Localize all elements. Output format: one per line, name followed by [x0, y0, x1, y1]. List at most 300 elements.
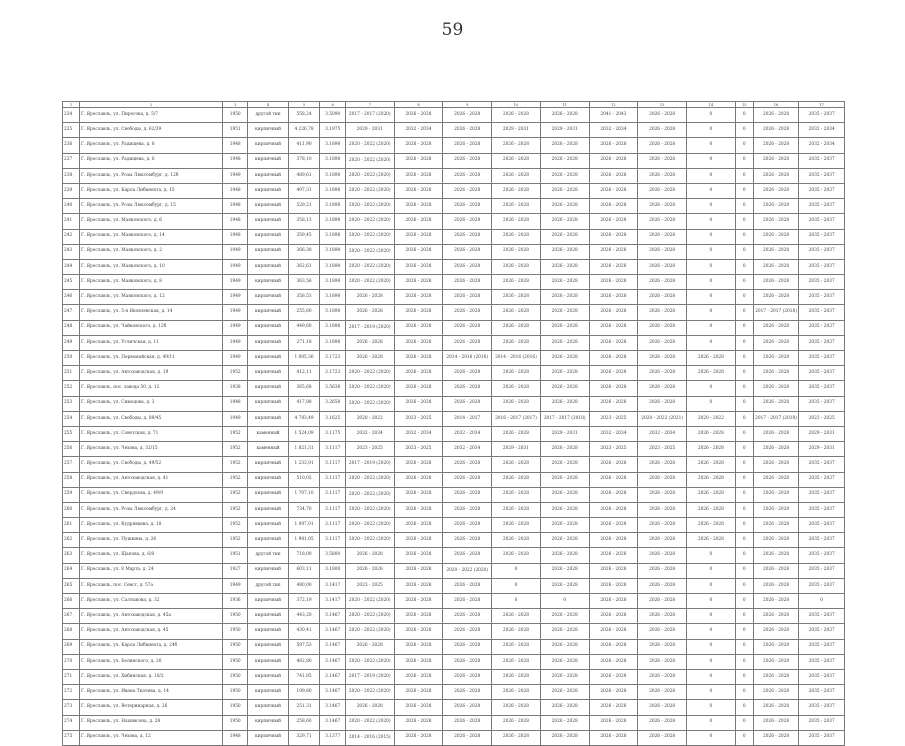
table-cell: 2026 - 2028 [443, 305, 492, 320]
table-cell: 2020 - 2022 (2020) [345, 199, 394, 214]
table-cell: 0 [735, 609, 753, 624]
table-cell: 2026 - 2028 [492, 259, 541, 274]
table-cell: 0 [735, 654, 753, 669]
table-cell: 2026 - 2028 [589, 654, 638, 669]
table-cell: 3.1117 [320, 502, 345, 517]
address-cell: Г. Ярославль, ул. 8 Марта, д. 24 [79, 563, 222, 578]
table-cell: 0 [687, 685, 736, 700]
row-number-cell: 264 [63, 563, 80, 578]
table-cell: 1952 [223, 533, 248, 548]
row-number-cell: 268 [63, 624, 80, 639]
table-cell: 3.1723 [320, 351, 345, 366]
table-cell: 0 [687, 335, 736, 350]
table-cell: 0 [540, 594, 589, 609]
table-cell: 2026 - 2028 [394, 518, 443, 533]
table-cell: 2020 - 2022 (2020) [345, 654, 394, 669]
table-cell: 2026 - 2028 [638, 472, 687, 487]
table-cell: 2026 - 2028 [687, 533, 736, 548]
table-cell: 489,61 [288, 168, 320, 183]
table-cell: 0 [735, 700, 753, 715]
table-cell: другой тип [248, 108, 288, 123]
table-cell: 1949 [223, 335, 248, 350]
table-cell: 2026 - 2028 [589, 351, 638, 366]
table-cell: 0 [687, 639, 736, 654]
table-row [63, 685, 845, 700]
row-number-cell: 249 [63, 335, 80, 350]
table-cell: 2020 - 2022 (2020) [345, 533, 394, 548]
table-cell: 2029 - 2031 [799, 442, 845, 457]
table-cell: 2026 - 2028 [492, 715, 541, 730]
table-cell: 0 [735, 442, 753, 457]
row-number-cell: 269 [63, 639, 80, 654]
table-cell: 2026 - 2028 [753, 487, 799, 502]
table-cell: 1951 [223, 548, 248, 563]
row-number-cell: 263 [63, 548, 80, 563]
table-cell: 2026 - 2028 [394, 214, 443, 229]
table-cell: 2026 - 2028 [540, 335, 589, 350]
table-cell: 2026 - 2028 [394, 639, 443, 654]
table-cell: 2026 - 2028 [638, 685, 687, 700]
table-cell: 3.1723 [320, 366, 345, 381]
table-cell: 497,31 [288, 183, 320, 198]
table-cell: 2026 - 2028 [753, 472, 799, 487]
table-cell: 1950 [223, 715, 248, 730]
row-number-cell: 244 [63, 259, 80, 274]
row-number-cell: 245 [63, 275, 80, 290]
table-cell: 2026 - 2028 [589, 715, 638, 730]
table-cell: 2020 - 2022 (2021) [638, 411, 687, 426]
table-cell: 2020 - 2022 (2020) [345, 518, 394, 533]
table-cell: 3.1417 [320, 594, 345, 609]
table-cell: 2026 - 2028 [540, 366, 589, 381]
table-cell: 0 [735, 168, 753, 183]
table-cell: 2026 - 2028 [638, 639, 687, 654]
table-cell: 2026 - 2028 [394, 244, 443, 259]
table-cell: кирпичный [248, 730, 288, 745]
table-cell: 0 [735, 594, 753, 609]
table-cell: кирпичный [248, 244, 288, 259]
table-cell: 2026 - 2028 [394, 669, 443, 684]
table-cell: 2026 - 2028 [753, 594, 799, 609]
table-cell: 2026 - 2028 [753, 654, 799, 669]
table-cell: 3.1898 [320, 214, 345, 229]
table-cell: 2026 - 2028 [394, 381, 443, 396]
table-cell: 0 [687, 199, 736, 214]
table-cell: 2026 - 2028 [753, 381, 799, 396]
table-cell: 2032 - 2034 [589, 426, 638, 441]
table-row [63, 366, 845, 381]
table-row [63, 442, 845, 457]
table-cell: 2026 - 2028 [345, 563, 394, 578]
table-cell: 2026 - 2028 [540, 244, 589, 259]
table-cell: 2026 - 2028 [540, 108, 589, 123]
table-cell: 2026 - 2028 [345, 700, 394, 715]
table-cell: 1952 [223, 442, 248, 457]
table-cell: 0 [687, 396, 736, 411]
table-cell: 2026 - 2028 [443, 153, 492, 168]
table-cell: 0 [687, 320, 736, 335]
table-cell: 199,80 [288, 685, 320, 700]
table-cell: 2026 - 2028 [753, 518, 799, 533]
table-cell: 2026 - 2028 [394, 108, 443, 123]
table-cell: 362,61 [288, 259, 320, 274]
table-cell: 2026 - 2028 [443, 108, 492, 123]
table-cell: 2026 - 2028 [589, 153, 638, 168]
table-row [63, 624, 845, 639]
table-cell: 3.1117 [320, 533, 345, 548]
table-cell: 0 [735, 518, 753, 533]
table-cell: 3.1467 [320, 685, 345, 700]
table-cell: 2035 - 2037 [799, 335, 845, 350]
table-cell: 0 [492, 594, 541, 609]
table-cell: 2026 - 2028 [345, 351, 394, 366]
table-cell: 2026 - 2028 [638, 609, 687, 624]
table-cell: 2026 - 2028 [638, 715, 687, 730]
table-cell: 3.1898 [320, 138, 345, 153]
address-cell: Г. Ярославль, ул. Свободы, д. 62/39 [79, 123, 222, 138]
table-cell: 3.1898 [320, 229, 345, 244]
table-cell: кирпичный [248, 123, 288, 138]
table-cell: 1948 [223, 730, 248, 745]
table-cell: 2026 - 2028 [540, 259, 589, 274]
table-cell: 0 [687, 259, 736, 274]
table-cell: кирпичный [248, 502, 288, 517]
table-cell: 2026 - 2028 [753, 275, 799, 290]
table-cell: 2020 - 2022 (2020) [345, 275, 394, 290]
row-number-cell: 271 [63, 669, 80, 684]
table-cell: 2026 - 2028 [638, 138, 687, 153]
column-header-12: 12 [589, 102, 638, 108]
table-cell: кирпичный [248, 259, 288, 274]
table-row [63, 730, 845, 745]
table-cell: 2026 - 2028 [394, 700, 443, 715]
table-cell: 2026 - 2028 [589, 548, 638, 563]
table-cell: 2026 - 2028 [394, 563, 443, 578]
table-cell: 2026 - 2028 [443, 320, 492, 335]
table-cell: 0 [735, 487, 753, 502]
table-cell: 3.1898 [320, 153, 345, 168]
table-cell: 2026 - 2028 [443, 609, 492, 624]
table-cell: 2026 - 2028 [394, 199, 443, 214]
table-cell: 1952 [223, 366, 248, 381]
table-cell: 2026 - 2028 [443, 366, 492, 381]
row-number-cell: 272 [63, 685, 80, 700]
table-cell: 2026 - 2028 [443, 487, 492, 502]
table-cell: 2035 - 2037 [799, 275, 845, 290]
table-cell: 2026 - 2028 [492, 244, 541, 259]
table-cell: 2026 - 2028 [753, 730, 799, 745]
table-cell: 2026 - 2028 [687, 426, 736, 441]
table-cell: 2026 - 2028 [394, 609, 443, 624]
table-cell: 329,71 [288, 730, 320, 745]
table-cell: 2020 - 2022 (2020) [345, 594, 394, 609]
table-cell: 2026 - 2028 [638, 396, 687, 411]
table-cell: 0 [687, 578, 736, 593]
table-cell: 0 [687, 381, 736, 396]
table-cell: 3.1117 [320, 518, 345, 533]
table-cell: 2026 - 2028 [753, 351, 799, 366]
column-header-15: 15 [735, 102, 753, 108]
table-cell: кирпичный [248, 533, 288, 548]
table-cell: 2026 - 2028 [394, 183, 443, 198]
table-cell: 2026 - 2028 [394, 305, 443, 320]
table-cell: 0 [687, 669, 736, 684]
table-cell: 2020 - 2022 (2020) [345, 381, 394, 396]
table-cell: 2035 - 2037 [799, 563, 845, 578]
table-cell: 2035 - 2037 [799, 366, 845, 381]
table-cell: 0 [687, 214, 736, 229]
table-cell: 0 [687, 168, 736, 183]
table-cell: кирпичный [248, 305, 288, 320]
table-row [63, 305, 845, 320]
table-cell: 0 [687, 563, 736, 578]
table-cell: кирпичный [248, 320, 288, 335]
table-cell: 2020 - 2022 [345, 411, 394, 426]
table-cell: 2026 - 2028 [443, 715, 492, 730]
table-cell: 2026 - 2028 [753, 244, 799, 259]
table-cell: 2026 - 2028 [589, 730, 638, 745]
row-number-cell: 274 [63, 715, 80, 730]
table-cell: 1948 [223, 138, 248, 153]
table-row [63, 123, 845, 138]
table-cell: кирпичный [248, 351, 288, 366]
column-header-7: 7 [345, 102, 394, 108]
table-cell: 2026 - 2028 [394, 335, 443, 350]
table-cell: 1952 [223, 426, 248, 441]
table-cell: 2026 - 2028 [540, 518, 589, 533]
table-cell: 2026 - 2028 [443, 472, 492, 487]
address-cell: Г. Ярославль, ул. Кудрявцева, д. 18 [79, 518, 222, 533]
table-cell: 2026 - 2028 [492, 533, 541, 548]
table-cell: 1950 [223, 639, 248, 654]
table-cell: кирпичный [248, 275, 288, 290]
table-cell: 2026 - 2028 [394, 502, 443, 517]
table-cell: 2032 - 2034 [638, 426, 687, 441]
table-cell: кирпичный [248, 563, 288, 578]
table-cell: 255,60 [288, 305, 320, 320]
table-cell: 2026 - 2028 [540, 533, 589, 548]
table-cell: кирпичный [248, 685, 288, 700]
table-cell: 0 [687, 229, 736, 244]
table-cell: 412,11 [288, 366, 320, 381]
table-cell: 2026 - 2028 [492, 472, 541, 487]
table-cell: 2026 - 2028 [687, 472, 736, 487]
address-cell: Г. Ярославль, ул. Радищева, д. 6 [79, 153, 222, 168]
table-cell: 0 [735, 381, 753, 396]
table-cell: 2026 - 2028 [540, 396, 589, 411]
table-cell: 2017 - 2019 (2020) [345, 457, 394, 472]
table-cell: 2026 - 2028 [753, 108, 799, 123]
table-cell: 2020 - 2022 (2020) [345, 472, 394, 487]
table-cell: 2026 - 2028 [540, 578, 589, 593]
table-cell: 378,10 [288, 153, 320, 168]
address-cell: Г. Ярославль, ул. Белинского, д. 20 [79, 654, 222, 669]
table-cell: 2026 - 2028 [394, 457, 443, 472]
column-header-16: 16 [753, 102, 799, 108]
table-row [63, 320, 845, 335]
table-cell: 2026 - 2028 [345, 548, 394, 563]
table-cell: 2026 - 2028 [687, 442, 736, 457]
table-cell: 2023 - 2025 [345, 442, 394, 457]
table-cell: 0 [735, 426, 753, 441]
table-cell: 2023 - 2025 [394, 442, 443, 457]
table-row [63, 244, 845, 259]
table-cell: 2035 - 2037 [799, 639, 845, 654]
address-cell: Г. Ярославль, ул. Пушкина, д. 26 [79, 533, 222, 548]
table-cell: 3.1467 [320, 700, 345, 715]
table-row [63, 199, 845, 214]
table-cell: 2026 - 2028 [589, 396, 638, 411]
row-number-cell: 260 [63, 502, 80, 517]
address-cell: Г. Ярославль, ул. Карла Либкнехта, д. 15 [79, 183, 222, 198]
row-number-cell: 257 [63, 457, 80, 472]
table-cell: 2026 - 2028 [492, 366, 541, 381]
table-cell: 3.1898 [320, 199, 345, 214]
table-row [63, 563, 845, 578]
table-row [63, 290, 845, 305]
table-cell: 363,56 [288, 275, 320, 290]
table-row [63, 518, 845, 533]
address-cell: Г. Ярославль, ул. Угличская, д. 11 [79, 335, 222, 350]
table-row [63, 275, 845, 290]
table-cell: 2020 - 2022 (2020) [443, 563, 492, 578]
table-cell: 3.1467 [320, 669, 345, 684]
table-cell: 2041 - 2043 [589, 108, 638, 123]
table-cell: 1949 [223, 305, 248, 320]
table-cell: 2020 - 2022 (2020) [345, 168, 394, 183]
table-cell: 3.5800 [320, 548, 345, 563]
table-cell: 2017 - 2017 (2020) [345, 108, 394, 123]
table-cell: 3.1417 [320, 578, 345, 593]
table-cell: 2035 - 2037 [799, 199, 845, 214]
table-cell: 0 [735, 685, 753, 700]
table-cell: 2026 - 2028 [492, 183, 541, 198]
table-row [63, 502, 845, 517]
table-cell: 3.1898 [320, 183, 345, 198]
table-cell: 2026 - 2028 [443, 199, 492, 214]
table-cell: 2026 - 2028 [638, 578, 687, 593]
table-cell: 2035 - 2037 [799, 669, 845, 684]
table-cell: 0 [687, 183, 736, 198]
table-cell: 2026 - 2028 [589, 335, 638, 350]
table-cell: 2026 - 2028 [492, 199, 541, 214]
table-cell: 0 [735, 411, 753, 426]
table-cell: 2026 - 2028 [589, 320, 638, 335]
address-cell: Г. Ярославль, ул. Автозаводская, д. 41 [79, 472, 222, 487]
table-cell: 2016 - 2017 (2017) [492, 411, 541, 426]
table-cell: кирпичный [248, 654, 288, 669]
table-cell: 2026 - 2028 [753, 685, 799, 700]
table-cell: 2026 - 2028 [492, 502, 541, 517]
table-cell: 0 [492, 563, 541, 578]
table-cell: 1927 [223, 563, 248, 578]
table-cell: кирпичный [248, 609, 288, 624]
table-cell: каменный [248, 442, 288, 457]
table-cell: 2026 - 2028 [589, 366, 638, 381]
table-cell: 2026 - 2028 [394, 685, 443, 700]
row-number-cell: 255 [63, 426, 80, 441]
address-cell: Г. Ярославль, ул. Чехова, д. 12 [79, 730, 222, 745]
table-cell: 2026 - 2028 [540, 502, 589, 517]
table-cell: 2026 - 2028 [492, 153, 541, 168]
table-cell: 0 [687, 594, 736, 609]
table-cell: 2026 - 2028 [638, 214, 687, 229]
table-cell: 2026 - 2028 [540, 609, 589, 624]
table-cell: 2026 - 2028 [492, 335, 541, 350]
address-cell: Г. Ярославль, ул. Свободы, д. 49/52 [79, 457, 222, 472]
table-cell: 2026 - 2028 [443, 578, 492, 593]
table-cell: 718,00 [288, 548, 320, 563]
table-cell: 1950 [223, 685, 248, 700]
table-cell: 2032 - 2034 [799, 138, 845, 153]
table-cell: 2026 - 2028 [753, 715, 799, 730]
table-cell: 1950 [223, 700, 248, 715]
row-number-cell: 235 [63, 123, 80, 138]
table-cell: 0 [735, 123, 753, 138]
table-cell: 0 [735, 472, 753, 487]
table-cell: 2035 - 2037 [799, 487, 845, 502]
table-cell: 2026 - 2028 [492, 548, 541, 563]
table-cell: 2035 - 2037 [799, 685, 845, 700]
table-cell: кирпичный [248, 715, 288, 730]
table-cell: 2026 - 2028 [753, 199, 799, 214]
table-cell: 2026 - 2028 [687, 487, 736, 502]
table-cell: 2026 - 2028 [589, 533, 638, 548]
table-cell: 2026 - 2028 [589, 518, 638, 533]
table-cell: 1950 [223, 624, 248, 639]
table-cell: 2026 - 2028 [753, 183, 799, 198]
table-cell: 2026 - 2028 [492, 654, 541, 669]
table-cell: 0 [687, 715, 736, 730]
table-row [63, 411, 845, 426]
table-cell: 2017 - 2019 (2020) [345, 320, 394, 335]
table-cell: 2020 - 2022 (2020) [345, 685, 394, 700]
table-cell: 2026 - 2028 [638, 563, 687, 578]
table-cell: 597,53 [288, 639, 320, 654]
address-cell: Г. Ярославль, ул. Розы Люксембург, д. 15 [79, 199, 222, 214]
table-cell: 2026 - 2028 [492, 305, 541, 320]
table-cell: 2026 - 2028 [589, 229, 638, 244]
table-cell: 2026 - 2028 [394, 153, 443, 168]
table-cell: 2035 - 2037 [799, 609, 845, 624]
table-cell: 3.1898 [320, 168, 345, 183]
table-cell: 2026 - 2028 [394, 624, 443, 639]
table-cell: кирпичный [248, 624, 288, 639]
table-row [63, 335, 845, 350]
table-cell: 0 [735, 214, 753, 229]
table-cell: 2026 - 2028 [753, 700, 799, 715]
table-cell: 2020 - 2022 (2020) [345, 153, 394, 168]
table-cell: 2035 - 2037 [799, 518, 845, 533]
table-cell: 2026 - 2028 [638, 153, 687, 168]
row-number-cell: 246 [63, 290, 80, 305]
address-cell: Г. Ярославль, пос. Севст, д. 57а [79, 578, 222, 593]
table-cell: 1948 [223, 229, 248, 244]
table-cell: 2035 - 2037 [799, 396, 845, 411]
table-cell: 0 [735, 229, 753, 244]
column-header-11: 11 [540, 102, 589, 108]
table-cell: 2020 - 2022 (2020) [345, 138, 394, 153]
table-cell: 2026 - 2028 [687, 457, 736, 472]
table-cell: 2014 - 2017 [443, 411, 492, 426]
table-cell: 2026 - 2028 [638, 351, 687, 366]
table-row [63, 700, 845, 715]
table-cell: кирпичный [248, 669, 288, 684]
table-cell: 2035 - 2037 [799, 730, 845, 745]
table-cell: 2035 - 2037 [799, 457, 845, 472]
table-cell: 529,21 [288, 199, 320, 214]
address-cell: Г. Ярославль, ул. Советская, д. 71 [79, 426, 222, 441]
